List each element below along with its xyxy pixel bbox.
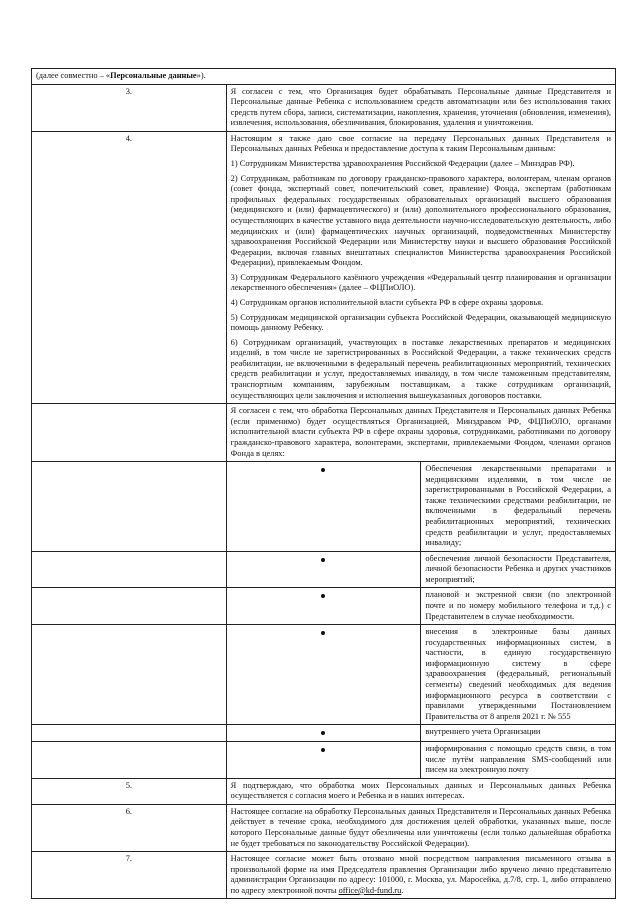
row-number: 7.	[32, 852, 227, 899]
purpose-text: внутреннего учета Организации	[421, 725, 616, 742]
consent-document	[31, 68, 616, 899]
purpose-text: Обеспечения лекарственными препаратами и медицинскими изделиями, в том числе не зарегистрированными в Российской Федерации, а также техническими средствами реабилитации, не включенными в федеральный перечень реабилитационных мероприятий, технических средств реабилитации и услуг, предоставляемых инвалиду;	[421, 462, 616, 552]
row-5	[32, 778, 616, 804]
row-number-empty	[32, 725, 227, 742]
purpose-row	[32, 551, 616, 588]
purpose-text: обеспечения личной безопасности Представителя, личной безопасности Ребенка и других участников мероприятий;	[421, 551, 616, 588]
row-number-empty	[32, 462, 227, 552]
revocation-end: .	[401, 885, 404, 895]
bullet-icon	[226, 551, 421, 588]
purpose-text: информирования с помощью средств связи, в том числе путём направления SMS-сообщений или писем на электронную почту	[421, 741, 616, 778]
bullet-icon	[226, 462, 421, 552]
transfer-item-3: 3) Сотрудникам Федерального казённого учреждения «Федеральный центр планирования и организации лекарственного обеспечения» (далее – ФЦПиОЛО).	[230, 272, 611, 293]
purpose-row	[32, 725, 616, 742]
row-text	[226, 852, 615, 899]
revocation-text: Настоящее согласие может быть отозвано мной посредством направления письменного отзыва в произвольной форме на имя Председателя правления Организации либо вручено лично представителю администрации Организации по адресу: 101000, г. Москва, ул. Маросейка, д.7/8, стр. 1, либо отправлено по адресу электронной почты	[230, 854, 611, 895]
bullet-icon	[226, 725, 421, 742]
row-6	[32, 804, 616, 851]
purpose-row	[32, 741, 616, 778]
row-text: Я согласен с тем, что Организация будет обрабатывать Персональные данные Представителя и Персональные данные Ребенка с использованием средств автоматизации или без использования таких средств путем сбора, записи, систематизации, накопления, хранения, уточнения (обновления, изменения), извлечения, использования, обезличивания, блокирования, удаления и уничтожения.	[226, 84, 615, 131]
transfer-item-6: 6) Сотрудникам организаций, участвующих в поставке лекарственных препаратов и медицинских изделий, в том числе не зарегистрированных в Российской Федерации, а также технических средств реабилитации, не включенными в федеральный перечень реабилитационных мероприятий, технических средств реабилитации и услуг, предоставляемых инвалиду, в том числе таможенным представителям, транспортным компаниям, зарубежным поставщикам, а также сотрудникам организаций, осуществляющих цели заключения и исполнения вышеуказанных договоров поставки.	[230, 337, 611, 400]
row-number: 4.	[32, 131, 227, 403]
row-number-empty	[32, 588, 227, 625]
purpose-text: плановой и экстренной связи (по электронной почте и по номеру мобильного телефона и т.д.) с Представителем в случае необходимости.	[421, 588, 616, 625]
purposes-intro: Я согласен с тем, что обработка Персональных данных Представителя и Персональных данных Ребенка (если применимо) будет осуществляться Организацией, Минздравом РФ, ФЦПиОЛО, органами исполнительной власти субъекта РФ в сфере охраны здоровья, сотрудниками, работниками по договору гражданско-правового характера, волонтерами, экспертами, привлекаемыми Фондом, членами органов Фонда в целях:	[226, 404, 615, 462]
transfer-item-4: 4) Сотрудникам органов исполнительной власти субъекта РФ в сфере охраны здоровья.	[230, 297, 544, 307]
row-3	[32, 84, 616, 131]
row-7	[32, 852, 616, 899]
definition-pre: (далее совместно – «	[36, 71, 111, 80]
purpose-row	[32, 625, 616, 725]
row-number: 5.	[32, 778, 227, 804]
bullet-icon	[226, 741, 421, 778]
row-number: 6.	[32, 804, 227, 851]
definition-cell	[32, 69, 616, 85]
purpose-row	[32, 462, 616, 552]
transfer-item-2: 2) Сотрудникам, работникам по договору гражданско-правового характера, волонтерам, членам органов (совет фонда, экспертный совет, попечительский совет, правление) Фонда, экспертам (работникам профильных федеральных государственных образовательных организаций высшего образования (медицинского и (или) фармацевтического) и (или) дополнительного профессионального образования, осуществляющих в качестве уставного вида деятельности научно-исследовательскую деятельность, либо медицинских и (или) фармацевтических научных организаций, подведомственных Министерству здравоохранения Российской Федерации или Министерству науки и высшего образования Российской Федерации, включая главных внештатных специалистов Министерства здравоохранения Российской Федерации), привлекаемым Фондом.	[230, 173, 611, 268]
email-link[interactable]: office@kd-fund.ru	[338, 885, 402, 895]
row-number: 3.	[32, 84, 227, 131]
row-purposes-intro	[32, 404, 616, 462]
purpose-row	[32, 588, 616, 625]
consent-table	[31, 68, 616, 899]
transfer-intro: Настоящим я также даю свое согласие на передачу Персональных данных Представителя и Персональных данных Ребенка и предоставление доступа к таким Персональным данным:	[230, 133, 611, 154]
row-text	[226, 131, 615, 403]
purpose-text: внесения в электронные базы данных государственных информационных систем, в частности, в единую государственную информационную систему в сфере здравоохранения (федеральный, региональный сегменты) сведений необходимых для ведения информационного ресурса в соответствии с правилами утвержденными Постановлением Правительства от 8 апреля 2021 г. № 555	[421, 625, 616, 725]
row-number-empty	[32, 551, 227, 588]
bullet-icon	[226, 625, 421, 725]
row-number-empty	[32, 741, 227, 778]
row-number-empty	[32, 625, 227, 725]
row-number-empty	[32, 404, 227, 462]
row-text: Настоящее согласие на обработку Персональных данных Представителя и Персональных данных Ребенка действует в течение срока, необходимого для достижения целей обработки, указанных выше, после которого Персональные данные будут обезличены или уничтожены (если только дальнейшая обработка не будет требоваться по законодательству Российской Федерации).	[226, 804, 615, 851]
definition-term: Персональные данные	[110, 71, 197, 80]
row-4	[32, 131, 616, 403]
transfer-item-5: 5) Сотрудникам медицинской организации субъекта Российской Федерации, оказывающей медицинскую помощь данному Ребенку.	[230, 312, 611, 333]
bullet-icon	[226, 588, 421, 625]
row-definition	[32, 69, 616, 85]
row-text: Я подтверждаю, что обработка моих Персональных данных и Персональных данных Ребенка осуществляется с согласия моего и Ребенка и в наших интересах.	[226, 778, 615, 804]
definition-post: »).	[196, 71, 206, 80]
transfer-item-1: 1) Сотрудникам Министерства здравоохранения Российской Федерации (далее – Минздрав РФ).	[230, 159, 575, 169]
